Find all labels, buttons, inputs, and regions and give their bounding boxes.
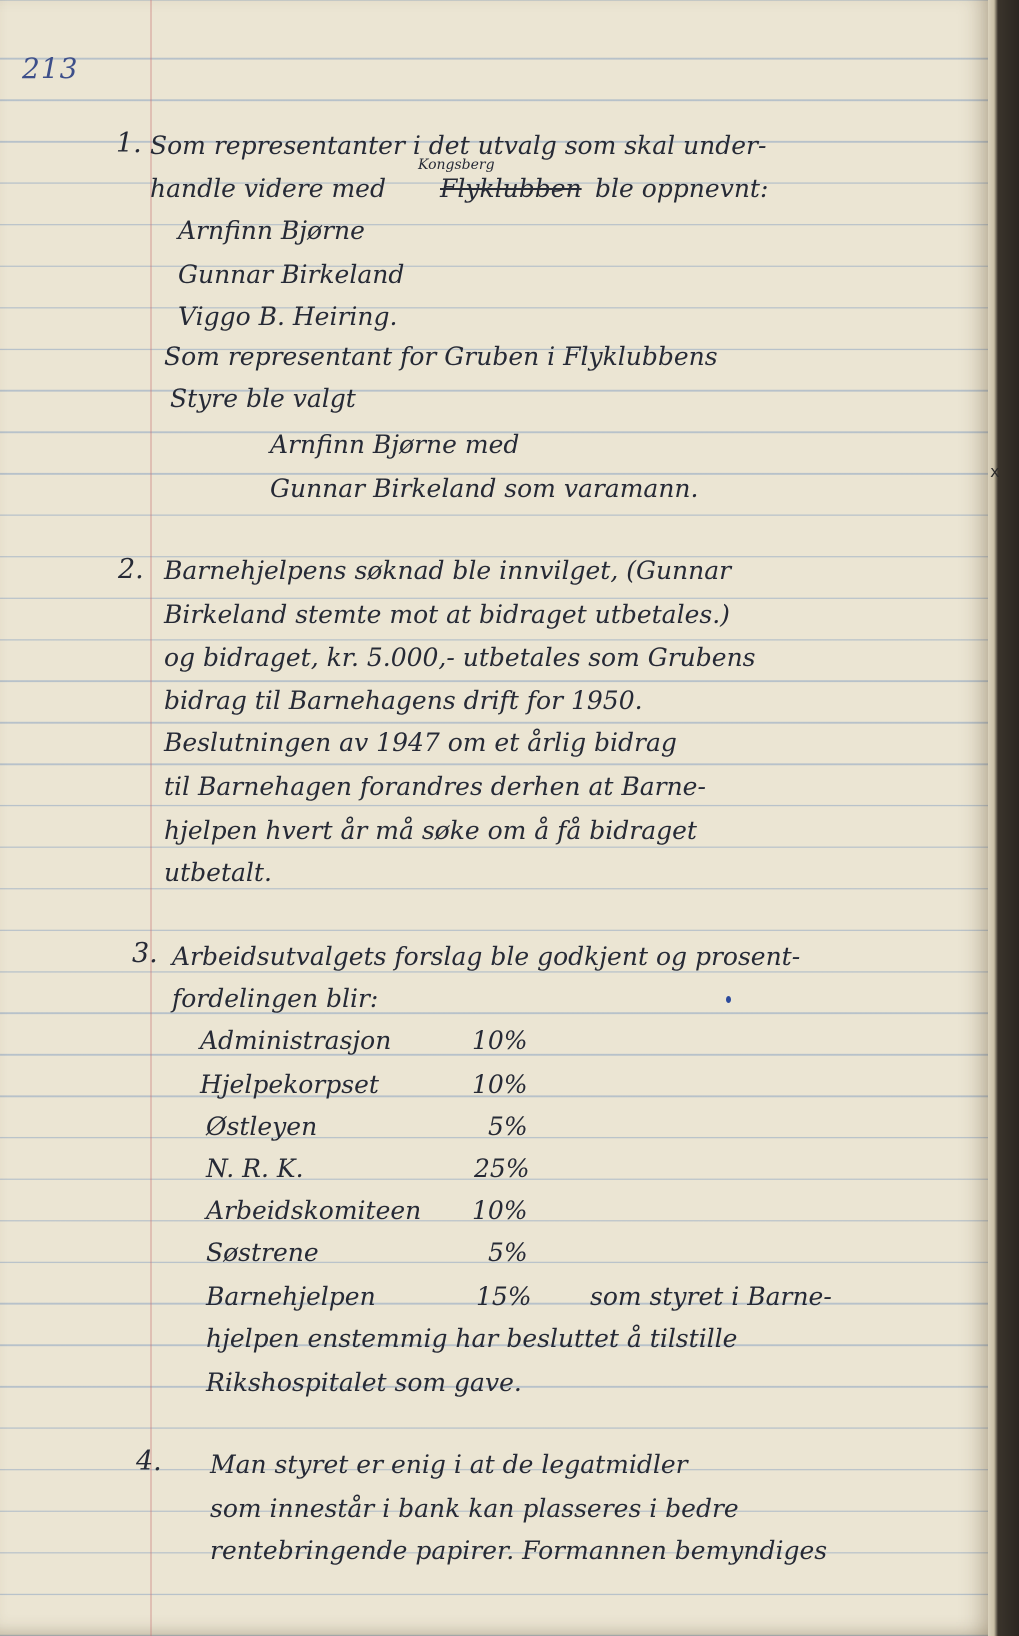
distribution-percent: 5% (488, 1238, 528, 1267)
distribution-percent: 25% (474, 1154, 530, 1183)
item-2-line: hjelpen hvert år må søke om å få bidraget (164, 816, 697, 845)
item-1-line: Arnfinn Bjørne med (270, 430, 520, 459)
item-3-line: Arbeidsutvalgets forslag ble godkjent og prosent- (172, 942, 801, 971)
distribution-name: Administrasjon (200, 1026, 392, 1055)
item-1-struck-word: Flyklubben (440, 174, 582, 203)
distribution-percent: 10% (472, 1196, 528, 1225)
item-1-line: Gunnar Birkeland som varamann. (270, 474, 699, 503)
distribution-percent: 10% (472, 1070, 528, 1099)
item-2-line: Birkeland stemte mot at bidraget utbetales.) (164, 600, 730, 629)
item-1-line-2b: ble oppnevnt: (595, 174, 769, 203)
edge-mark: x (990, 462, 1000, 481)
distribution-name: Østleyen (206, 1112, 318, 1141)
item-4-line: som innestår i bank kan plasseres i bedre (210, 1494, 739, 1523)
item-2-line: Beslutningen av 1947 om et årlig bidrag (164, 728, 677, 757)
item-1-name: Viggo B. Heiring. (178, 302, 398, 331)
item-1-insertion: Kongsberg (418, 157, 495, 173)
item-1-line-2: handle videre med (150, 174, 386, 203)
margin-line (150, 0, 152, 1636)
item-number: 1. (116, 128, 142, 159)
item-2-line: utbetalt. (164, 858, 272, 887)
item-number: 4. (136, 1446, 162, 1477)
page-number: 213 (22, 52, 79, 85)
item-3-line: hjelpen enstemmig har besluttet å tilstille (206, 1324, 738, 1353)
distribution-name: Hjelpekorpset (200, 1070, 379, 1099)
distribution-name: N. R. K. (206, 1154, 304, 1183)
item-3-line: som styret i Barne- (590, 1282, 832, 1311)
item-1-line: Styre ble valgt (170, 384, 356, 413)
item-2-line: Barnehjelpens søknad ble innvilget, (Gunnar (164, 556, 732, 585)
distribution-name: Søstrene (206, 1238, 319, 1267)
distribution-name: Barnehjelpen (206, 1282, 376, 1311)
item-number: 3. (132, 938, 158, 969)
item-3-line: Rikshospitalet som gave. (206, 1368, 522, 1397)
item-2-line: bidrag til Barnehagens drift for 1950. (164, 686, 643, 715)
distribution-percent: 10% (472, 1026, 528, 1055)
item-1-line-1: Som representanter i det utvalg som skal under- (150, 131, 767, 160)
item-3-line: fordelingen blir: (172, 984, 379, 1013)
item-1-name: Arnfinn Bjørne (178, 216, 365, 245)
item-4-line: Man styret er enig i at de legatmidler (210, 1450, 688, 1479)
item-2-line: til Barnehagen forandres derhen at Barne- (164, 772, 706, 801)
item-4-line: rentebringende papirer. Formannen bemyndiges (210, 1536, 828, 1565)
distribution-name: Arbeidskomiteen (206, 1196, 422, 1225)
item-1-line: Som representant for Gruben i Flyklubbens (164, 342, 718, 371)
item-1-name: Gunnar Birkeland (178, 260, 405, 289)
distribution-percent: 5% (488, 1112, 528, 1141)
item-2-line: og bidraget, kr. 5.000,- utbetales som Grubens (164, 643, 756, 672)
distribution-percent: 15% (476, 1282, 532, 1311)
item-number: 2. (118, 554, 144, 585)
book-spine-edge (988, 0, 1019, 1636)
ink-blot (726, 996, 731, 1003)
